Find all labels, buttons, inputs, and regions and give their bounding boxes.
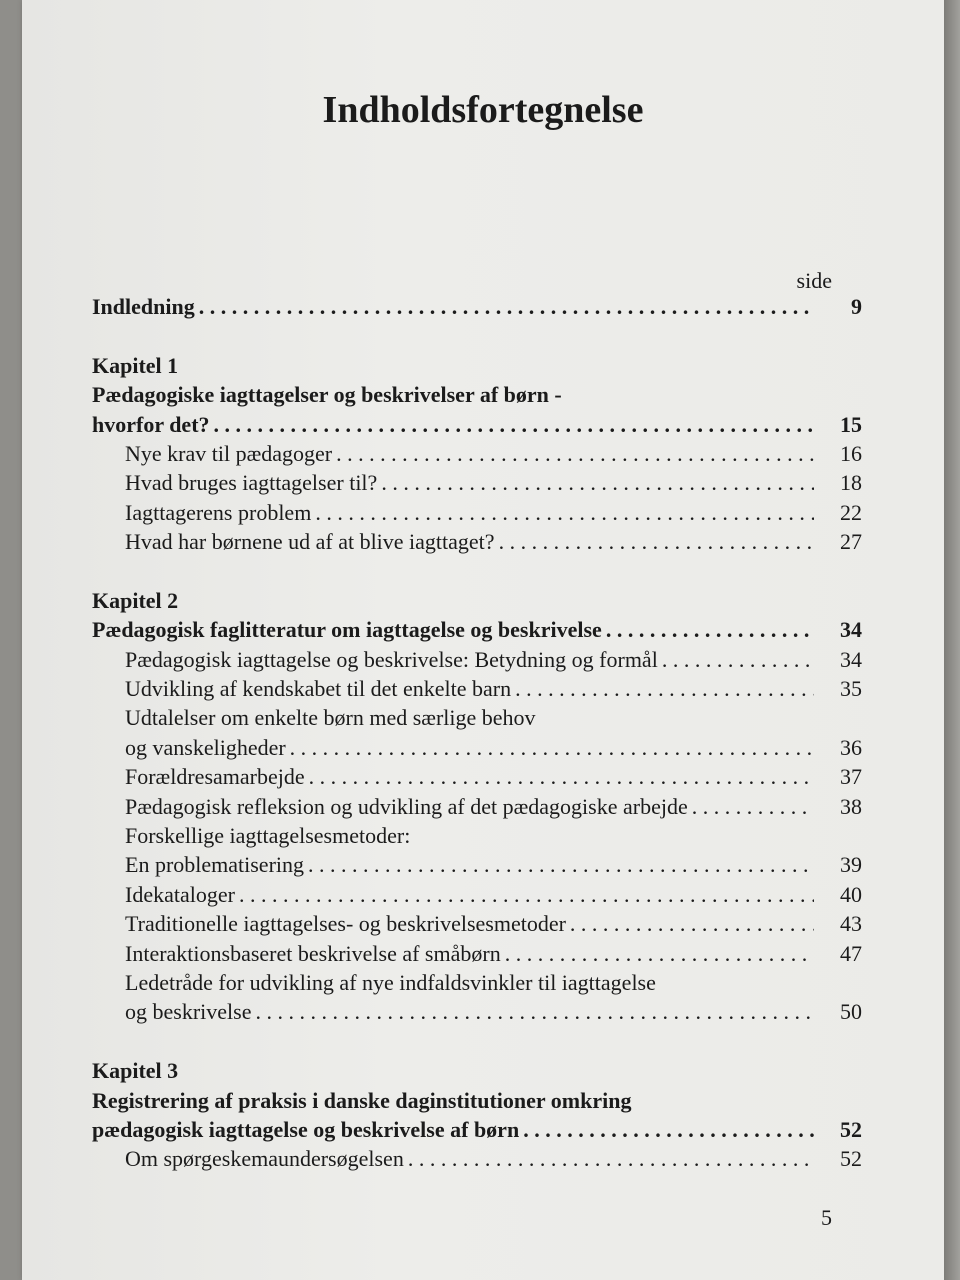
toc-entry: Pædagogisk iagttagelse og beskrivelse: Betydning og formål . . . 34 (92, 645, 862, 674)
toc-entry: En problematisering . . . 39 (92, 850, 862, 879)
toc-entry: og beskrivelse . . . 50 (92, 997, 862, 1026)
toc-entry: pædagogisk iagttagelse og beskrivelse af børn . . . 52 (92, 1115, 862, 1144)
chapter-heading: Kapitel 3 (92, 1058, 179, 1084)
toc-entry: og vanskeligheder . . . 36 (92, 733, 862, 762)
toc-entry: hvorfor det? . . . 15 (92, 410, 862, 439)
toc-entry: Ledetråde for udvikling af nye indfaldsvinkler til iagttagelse (125, 969, 656, 995)
toc-entry: Nye krav til pædagoger . . . 16 (92, 439, 862, 468)
chapter-heading: Kapitel 2 (92, 587, 179, 613)
page-title: Indholdsfortegnelse (322, 89, 644, 131)
page-number: 5 (821, 1205, 832, 1230)
side-column-label: side (796, 268, 832, 293)
toc-entry: Traditionelle iagttagelses- og beskrivelsesmetoder . . . 43 (92, 909, 862, 938)
toc-entry: Udvikling af kendskabet til det enkelte barn . . . 35 (92, 674, 862, 703)
toc-entry: Interaktionsbaseret beskrivelse af småbørn . . . 47 (92, 939, 862, 968)
toc-entry: Udtalelser om enkelte børn med særlige behov (125, 705, 536, 731)
toc-entry: Hvad bruges iagttagelser til? . . . 18 (92, 468, 862, 497)
table-of-contents (92, 292, 862, 1174)
toc-entry: Idekataloger . . . 40 (92, 880, 862, 909)
book-edge (944, 0, 960, 1280)
chapter-title: Pædagogiske iagttagelser og beskrivelser af børn - (92, 382, 562, 408)
toc-entry: Forældresamarbejde . . . 37 (92, 762, 862, 791)
toc-entry: Forskellige iagttagelsesmetoder: (125, 823, 411, 849)
toc-entry: Pædagogisk refleksion og udvikling af det pædagogiske arbejde . . . 38 (92, 792, 862, 821)
toc-entry: Hvad har børnene ud af at blive iagttaget? . . . 27 (92, 527, 862, 556)
toc-entry: Indledning . . . 9 (92, 292, 862, 321)
book-page (22, 0, 944, 1280)
chapter-title: Registrering af praksis i danske daginstitutioner omkring (92, 1087, 632, 1113)
toc-entry: Pædagogisk faglitteratur om iagttagelse og beskrivelse . . . 34 (92, 615, 862, 644)
toc-entry: Iagttagerens problem . . . 22 (92, 498, 862, 527)
toc-entry: Om spørgeskemaundersøgelsen . . . 52 (92, 1144, 862, 1173)
chapter-heading: Kapitel 1 (92, 352, 179, 378)
